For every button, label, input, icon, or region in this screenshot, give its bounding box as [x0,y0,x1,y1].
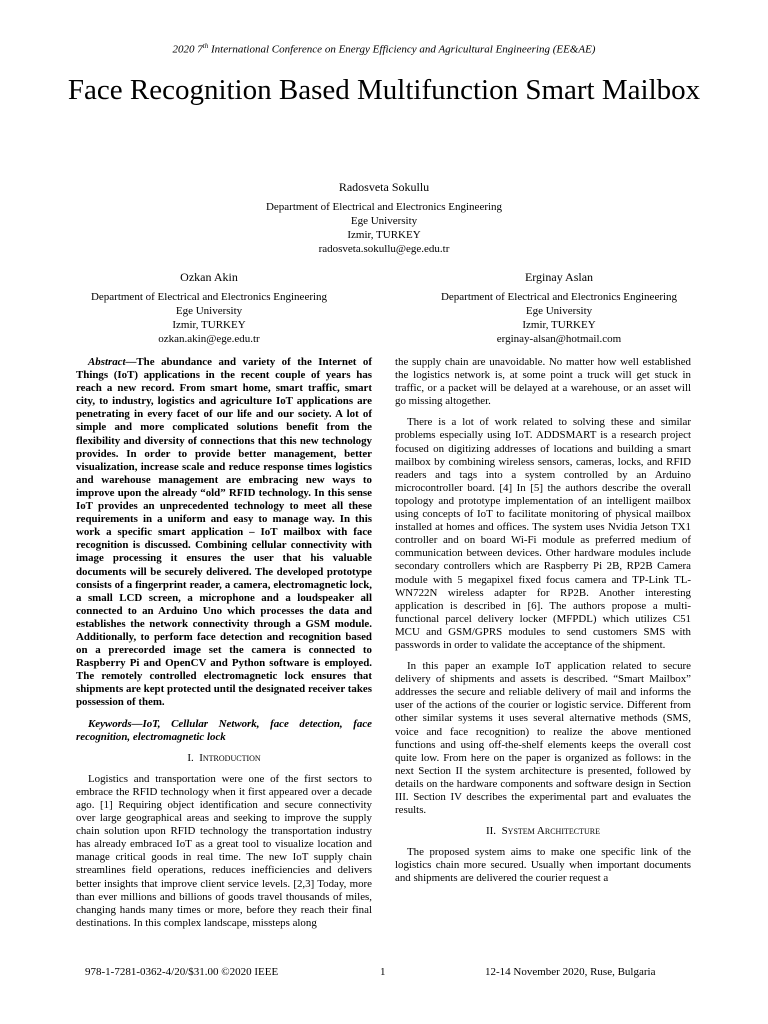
author-name: Erginay Aslan [524,270,594,284]
author-email: erginay-alsan@hotmail.com [496,333,622,345]
conference-suffix: International Conference on Energy Efficiency and Agricultural Engineering (EE&AE) [208,43,596,56]
conference-sup: th [202,42,209,50]
section-heading-system-architecture [395,825,691,838]
abstract [76,356,372,710]
author-email: radosveta.sokullu@ege.edu.tr [318,243,450,255]
paper-outline-paragraph: In this paper an example IoT application related to secure delivery of shipments and assets is described. “Smart Mailbox” addresses the secure and reliable delivery of mail and informs the user of the actions of the courier or logistic service. Different from other similar systems it uses several alternative methods (SMS, voice and face recognition) to realize the above mentioned functions and using off-the-shelf elements keeps the overall cost quite low. From here on the paper is organized as follows: in the next Section II the system architecture is presented, followed by details on the hardware components and software design in Section III. Section IV describes the experimental part and evaluates the results. [395,660,691,817]
author-location: Izmir, TURKEY [172,319,246,331]
related-work-paragraph: There is a lot of work related to solving these and similar problems especially using IoT. ADDSMART is a research project focused on digitizing addresses of locations and building a smart mailbox by combining wireless sensors, cameras, locks, and RFID readers and tags into a system controlled by an Arduino microcontroller board. [4] In [5] the authors describe the overall topology and prototype implementation of an intelligent mailbox using concepts of IoT to facilitate monitoring of physical mailbox installed at homes and offices. The system uses Nvidia Jetson TX1 controller and on board Wi-Fi module as preferred medium of communication between devices. Other hardware modules include secondary controllers which are Raspberry Pi 2B, RP2B Camera module with 5 megapixel fixed focus camera and TP-Link TL-WN722N wireless adapter for RP2B. Another interesting application is described in [6]. The authors propose a multi-functional parcel delivery locker (MFPDL) which utilizes C51 MCU and GSM/GPRS modules to send customers SMS with passwords in order to validate the acceptance of the shipment. [395,416,691,651]
author-dept: Department of Electrical and Electronics Engineering [265,201,503,213]
section-number: I. [187,751,194,764]
author-university: Ege University [175,305,243,317]
conference-header [0,42,768,56]
author-dept: Department of Electrical and Electronics Engineering [90,291,328,303]
conference-prefix: 2020 7 [172,43,203,56]
abstract-text: —The abundance and variety of the Internet of Things (IoT) applications in the recent couple of years has reach a new record. From smart home, smart traffic, smart city, to industry, logistics and agriculture IoT applications are penetrating in every facet of our life and our society. A lot of simple and more complicated solutions benefit from the flexibility and diversity of connections that this new technology provides. In order to provide better management, better visualization, increase scale and reduce response times logistics and warehouse management are embracing new ways to improve upon the already “old” RFID technology. In this sense IoT provides an unprecedented technology to meet all these requirements in a uniform and easy to manage way. In this work a specific smart application – IoT mailbox with face recognition is discussed. Combining cellular connectivity with image processing it ensures the user that his valuable documents will be securely delivered. The developed prototype consists of a fingerprint reader, a camera, electromagnetic lock, a small LCD screen, a microphone and a loudspeaker all connected to an Arduino Uno which processes the data and establishes the network connectivity through a GSM module. Additionally, to perform face detection and recognition based on a prerecorded image set the camera is connected to Raspberry Pi and OpenCV and Python software is employed. The remotely controlled electromagnetic lock ensures that shipments are kept protected until the designated receiver takes possession of them. [76,356,372,709]
paragraph-continued: the supply chain are unavoidable. No matter how well established the logistics network is, at some point a truck will get stuck in traffic, or a packet will be delayed at a warehouse, or an asset will go missing altogether. [395,356,691,408]
author-name: Ozkan Akin [180,270,238,284]
author-university: Ege University [350,215,418,227]
page-footer [0,966,768,982]
footer-copyright: 978-1-7281-0362-4/20/$31.00 ©2020 IEEE [85,966,279,978]
right-column [395,356,691,894]
section-title: System Architecture [501,825,600,838]
abstract-label: Abstract [88,356,126,368]
author-block-3 [390,270,728,346]
section-heading-introduction [76,752,372,765]
system-architecture-paragraph: The proposed system aims to make one specific link of the logistics chain more secured. Usually when important documents and shipments are delivered the courier request a [395,846,691,885]
intro-paragraph: Logistics and transportation were one of the first sectors to embrace the RFID technology when it first appeared over a decade ago. [1] Requiring object identification and secure connectivity over large geographical areas and seeking to improve the supply chain solution upon RFID technology the transportation industry has already embraced IoT as a great tool to visualize location and manage critical goods in real time. The new IoT supply chain streamlines field operations, reduces inefficiencies and delivers better insights that improve client service levels. [2,3] Today, more than ever millions and billions of goods travel thousands of miles, changing hands many times or more, before they reach their final destinations. In this complex landscape, missteps along [76,772,372,929]
author-university: Ege University [525,305,593,317]
author-block-2 [40,270,378,346]
author-location: Izmir, TURKEY [347,229,421,241]
author-email: ozkan.akin@ege.edu.tr [158,333,260,345]
keywords: Keywords—IoT, Cellular Network, face detection, face recognition, electromagnetic lock [76,717,372,743]
author-name: Radosveta Sokullu [338,180,430,194]
section-number: II. [485,825,497,838]
footer-conference-date: 12-14 November 2020, Ruse, Bulgaria [485,966,656,978]
section-title: Introduction [199,751,261,764]
page-number: 1 [380,966,386,978]
author-block-1 [184,180,584,256]
left-column [76,356,372,938]
paper-title: Face Recognition Based Multifunction Smart Mailbox [67,74,701,106]
author-dept: Department of Electrical and Electronics Engineering [440,291,678,303]
author-location: Izmir, TURKEY [522,319,596,331]
